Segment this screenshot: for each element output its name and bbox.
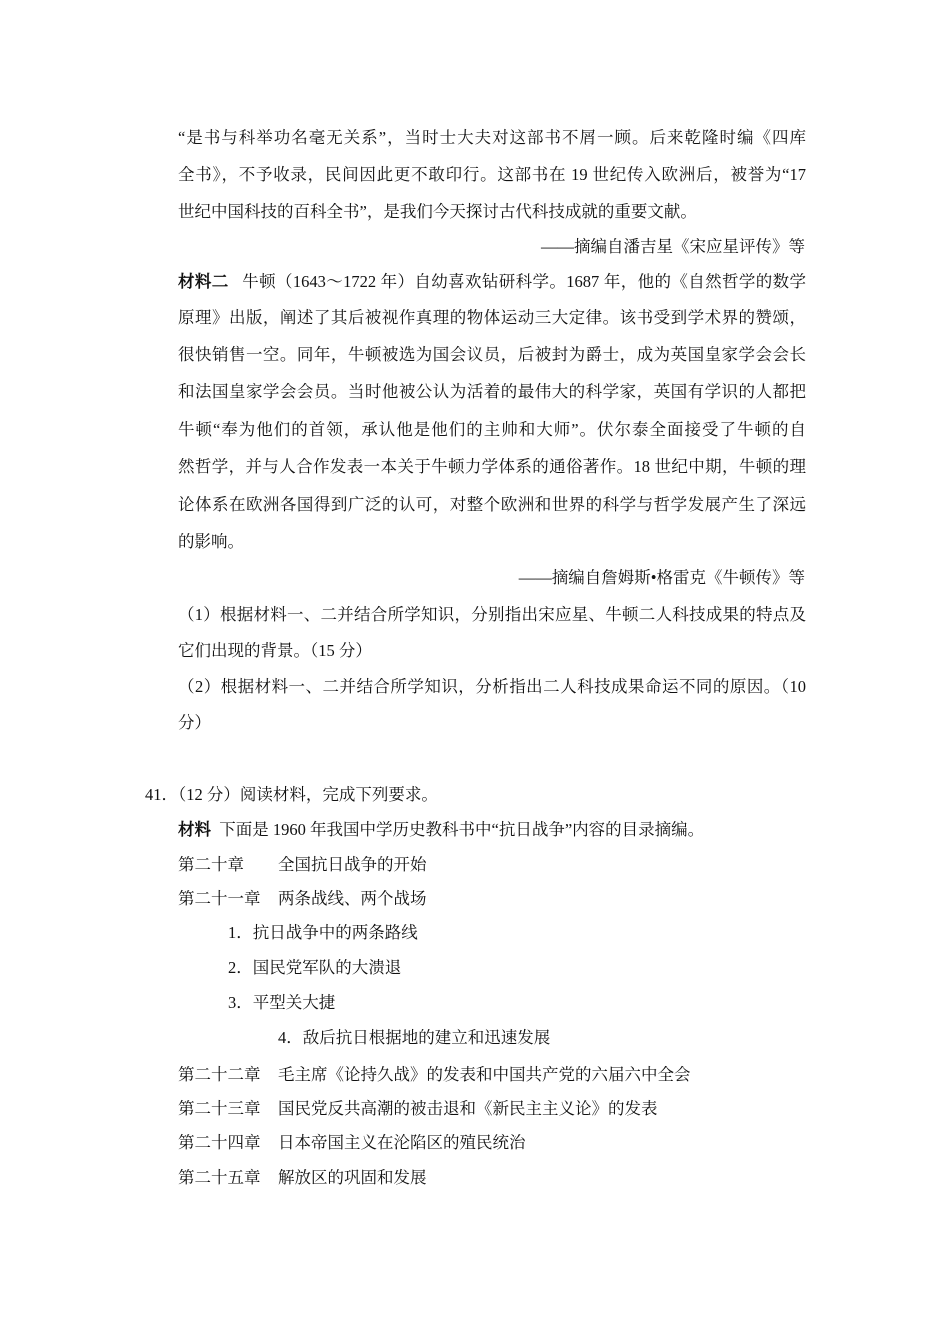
question-2-cont: 分） (178, 713, 211, 732)
toc-chapter (178, 1167, 427, 1189)
paragraph-line: 的影响。 (178, 532, 244, 551)
material-text: 下面是 1960 年我国中学历史教科书中“抗日战争”内容的目录摘编。 (219, 820, 705, 839)
chapter-title: 国民党反共高潮的被击退和《新民主主义论》的发表 (278, 1099, 658, 1118)
source-citation: ——摘编自潘吉星《宋应星评传》等 (541, 237, 805, 256)
q41-material (178, 819, 704, 841)
chapter-title: 日本帝国主义在沦陷区的殖民统治 (278, 1133, 526, 1152)
toc-section: 4．敌后抗日根据地的建立和迅速发展 (278, 1028, 551, 1047)
chapter-number: 第二十三章 (178, 1099, 261, 1118)
chapter-title: 解放区的巩固和发展 (278, 1168, 427, 1187)
toc-section: 2．国民党军队的大溃退 (228, 958, 402, 977)
chapter-number: 第二十二章 (178, 1065, 261, 1084)
paragraph-line: 全书》，不予收录，民间因此更不敢印行。这部书在 19 世纪传入欧洲后，被誉为“17 (178, 165, 806, 184)
toc-chapter (178, 888, 427, 910)
chapter-number: 第二十五章 (178, 1168, 261, 1187)
question-1: （1）根据材料一、二并结合所学知识，分别指出宋应星、牛顿二人科技成果的特点及 (178, 605, 806, 624)
question-41-header: 41．（12 分）阅读材料，完成下列要求。 (145, 785, 438, 804)
toc-chapter (178, 854, 427, 876)
toc-section: 1．抗日战争中的两条路线 (228, 923, 418, 942)
material-label: 材料 (178, 820, 211, 839)
material2-label: 材料二 (178, 272, 229, 291)
chapter-title: 毛主席《论持久战》的发表和中国共产党的六届六中全会 (278, 1065, 691, 1084)
paragraph-line: 然哲学，并与人合作发表一本关于牛顿力学体系的通俗著作。18 世纪中期，牛顿的理 (178, 457, 806, 476)
toc-chapter (178, 1064, 691, 1086)
toc-chapter (178, 1098, 658, 1120)
paragraph-line: “是书与科举功名毫无关系”，当时士大夫对这部书不屑一顾。后来乾隆时编《四库 (178, 128, 806, 147)
chapter-number: 第二十一章 (178, 889, 261, 908)
toc-chapter (178, 1132, 526, 1154)
paragraph-line: 牛顿“奉为他们的首领，承认他是他们的主帅和大师”。伏尔泰全面接受了牛顿的自 (178, 420, 806, 439)
question-2: （2）根据材料一、二并结合所学知识，分析指出二人科技成果命运不同的原因。（10 (178, 677, 806, 696)
chapter-title: 全国抗日战争的开始 (278, 855, 427, 874)
paragraph-line: 世纪中国科技的百科全书”，是我们今天探讨古代科技成就的重要文献。 (178, 202, 697, 221)
paragraph-line: 论体系在欧洲各国得到广泛的认可，对整个欧洲和世界的科学与哲学发展产生了深远 (178, 495, 806, 514)
question-1-cont: 它们出现的背景。（15 分） (178, 641, 372, 660)
paragraph-line: 和法国皇家学会会员。当时他被公认为活着的最伟大的科学家，英国有学识的人都把 (178, 382, 806, 401)
paragraph-line: 很快销售一空。同年，牛顿被选为国会议员，后被封为爵士，成为英国皇家学会会长 (178, 345, 806, 364)
paragraph-line: 原理》出版，阐述了其后被视作真理的物体运动三大定律。该书受到学术界的赞颂， (178, 308, 806, 327)
toc-section: 3．平型关大捷 (228, 993, 336, 1012)
material2-first-line (178, 271, 806, 293)
chapter-number: 第二十四章 (178, 1133, 261, 1152)
source-citation: ——摘编自詹姆斯•格雷克《牛顿传》等 (518, 568, 805, 587)
paragraph-text: 牛顿（1643～1722 年）自幼喜欢钻研科学。1687 年，他的《自然哲学的数学 (242, 272, 807, 291)
chapter-number: 第二十章 (178, 855, 244, 874)
chapter-title: 两条战线、两个战场 (278, 889, 427, 908)
